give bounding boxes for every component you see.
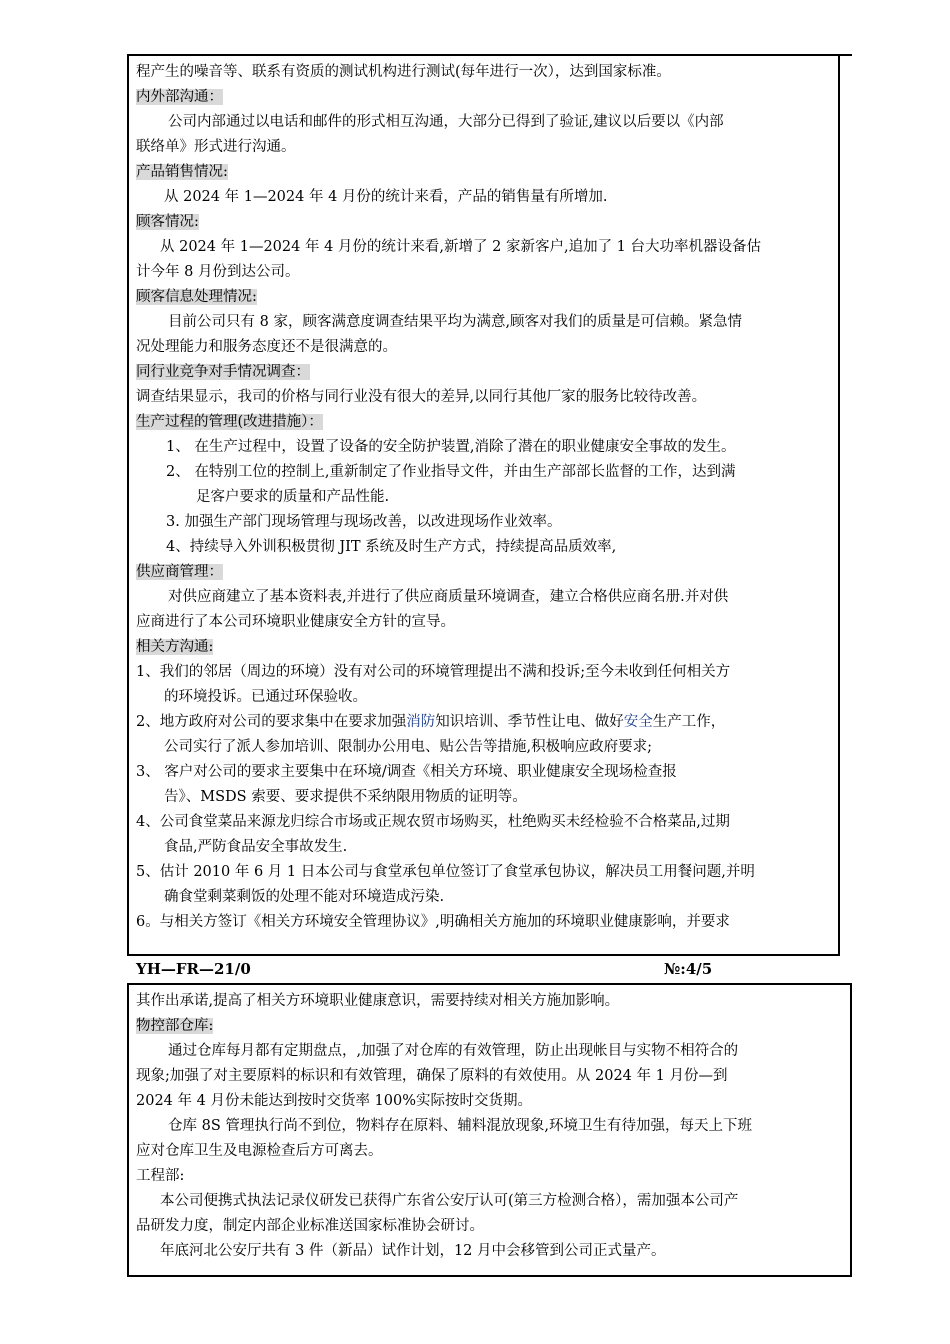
text-line: 况处理能力和服务态度还不是很满意的。 bbox=[136, 339, 397, 355]
section-heading bbox=[136, 410, 832, 435]
form-code: YH—FR—21/0 bbox=[136, 960, 251, 978]
section-heading bbox=[136, 560, 832, 585]
section-heading-text: 同行业竞争对手情况调查： bbox=[136, 364, 310, 380]
text-line: 本公司便携式执法记录仪研发已获得广东省公安厅认可(第三方检测合格），需加强本公司产 bbox=[160, 1193, 739, 1209]
text-line: 确食堂剩菜剩饭的处理不能对环境造成污染. bbox=[164, 889, 445, 905]
section-heading-text: 生产过程的管理(改进措施）： bbox=[136, 414, 323, 430]
text-line: 5、估计 2010 年 6 月 1 日本公司与食堂承包单位签订了食堂承包协议，解决员工用餐问题,并明 bbox=[136, 864, 755, 880]
section-heading bbox=[136, 160, 832, 185]
section-heading bbox=[136, 360, 832, 385]
section-heading-text: 相关方沟通: bbox=[136, 639, 214, 655]
section-heading bbox=[136, 1014, 844, 1039]
border-tick bbox=[838, 54, 852, 56]
text-line: 联络单》形式进行沟通。 bbox=[136, 139, 296, 155]
text-line: 工程部: bbox=[136, 1168, 185, 1184]
section-heading bbox=[136, 285, 832, 310]
section-heading-text: 产品销售情况: bbox=[136, 164, 228, 180]
text-segment: 2、地方政府对公司的要求集中在要求加强 bbox=[136, 714, 407, 730]
text-line: 公司实行了派人参加培训、限制办公用电、贴公告等措施,积极响应政府要求; bbox=[164, 739, 652, 755]
text-line: 其作出承诺,提高了相关方环境职业健康意识，需要持续对相关方施加影响。 bbox=[136, 993, 620, 1009]
section-heading-text: 顾客情况: bbox=[136, 214, 199, 230]
text-line: 足客户要求的质量和产品性能. bbox=[196, 489, 390, 505]
section-heading-text: 顾客信息处理情况: bbox=[136, 289, 257, 305]
text-line: 4、持续导入外训积极贯彻 JIT 系统及时生产方式，持续提高品质效率, bbox=[166, 539, 617, 555]
text-line: 2024 年 4 月份未能达到按时交货率 100%实际按时交货期。 bbox=[136, 1093, 533, 1109]
text-line-with-links bbox=[136, 710, 832, 735]
text-line: 告》、MSDS 索要、要求提供不采纳限用物质的证明等。 bbox=[164, 789, 527, 805]
text-line: 6。与相关方签订《相关方环境安全管理协议》,明确相关方施加的环境职业健康影响，并要求 bbox=[136, 914, 730, 930]
text-line: 调查结果显示，我司的价格与同行业没有很大的差异,以同行其他厂家的服务比较待改善。 bbox=[136, 389, 707, 405]
text-line: 通过仓库每月都有定期盘点，,加强了对仓库的有效管理，防止出现帐目与实物不相符合的 bbox=[168, 1043, 739, 1059]
text-line: 4、公司食堂菜品来源龙归综合市场或正规农贸市场购买，杜绝购买未经检验不合格菜品,过期 bbox=[136, 814, 730, 830]
text-line: 计今年 8 月份到达公司。 bbox=[136, 264, 300, 280]
section-heading bbox=[136, 85, 832, 110]
text-segment: 生产工作， bbox=[652, 714, 726, 730]
report-page-box-2 bbox=[127, 983, 852, 1277]
text-line: 1、我们的邻居（周边的环境）没有对公司的环境管理提出不满和投诉;至今未收到任何相关方 bbox=[136, 664, 731, 680]
report-page-box-1 bbox=[127, 54, 840, 956]
section-heading bbox=[136, 635, 832, 660]
section-heading-text: 物控部仓库: bbox=[136, 1018, 214, 1034]
inline-link[interactable]: 消防 bbox=[406, 714, 436, 730]
text-line: 2、 在特别工位的控制上,重新制定了作业指导文件，并由生产部部长监督的工作，达到满 bbox=[166, 464, 736, 480]
report-content-2 bbox=[136, 989, 844, 1264]
text-line: 3. 加强生产部门现场管理与现场改善，以改进现场作业效率。 bbox=[166, 514, 562, 530]
page-number: №:4/5 bbox=[664, 960, 713, 978]
text-line: 1、 在生产过程中，设置了设备的安全防护装置,消除了潜在的职业健康安全事故的发生。 bbox=[166, 439, 736, 455]
text-line: 现象;加强了对主要原料的标识和有效管理，确保了原料的有效使用。从 2024 年 1 月份—到 bbox=[136, 1068, 728, 1084]
text-line: 品研发力度，制定内部企业标准送国家标准协会研讨。 bbox=[136, 1218, 484, 1234]
section-heading bbox=[136, 210, 832, 235]
section-heading-text: 供应商管理： bbox=[136, 564, 223, 580]
text-line: 应对仓库卫生及电源检查后方可离去。 bbox=[136, 1143, 383, 1159]
text-line: 对供应商建立了基本资料表,并进行了供应商质量环境调查，建立合格供应商名册.并对供 bbox=[168, 589, 729, 605]
text-line: 3、 客户对公司的要求主要集中在环境/调查《相关方环境、职业健康安全现场检查报 bbox=[136, 764, 677, 780]
text-line: 年底河北公安厅共有 3 件（新品）试作计划，12 月中会移管到公司正式量产。 bbox=[160, 1243, 666, 1259]
section-heading-text: 内外部沟通： bbox=[136, 89, 223, 105]
text-line: 公司内部通过以电话和邮件的形式相互沟通，大部分已得到了验证,建议以后要以《内部 bbox=[168, 114, 724, 130]
text-line: 目前公司只有 8 家，顾客满意度调查结果平均为满意,顾客对我们的质量是可信赖。紧急情 bbox=[168, 314, 743, 330]
text-segment: 知识培训、季节性让电、做好 bbox=[435, 714, 624, 730]
inline-link[interactable]: 安全 bbox=[623, 714, 653, 730]
text-line: 的环境投诉。已通过环保验收。 bbox=[164, 689, 367, 705]
text-line: 食品,严防食品安全事故发生. bbox=[164, 839, 348, 855]
text-line: 应商进行了本公司环境职业健康安全方针的宣导。 bbox=[136, 614, 455, 630]
text-line: 从 2024 年 1—2024 年 4 月份的统计来看，产品的销售量有所增加. bbox=[164, 189, 608, 205]
report-content-1 bbox=[136, 60, 832, 935]
text-line: 仓库 8S 管理执行尚不到位，物料存在原料、辅料混放现象,环境卫生有待加强，每天上下班 bbox=[168, 1118, 752, 1134]
text-line: 从 2024 年 1—2024 年 4 月份的统计来看,新增了 2 家新客户,追加了 1 台大功率机器设备估 bbox=[160, 239, 762, 255]
text-line: 程产生的噪音等、联系有资质的测试机构进行测试(每年进行一次），达到国家标准。 bbox=[136, 64, 671, 80]
